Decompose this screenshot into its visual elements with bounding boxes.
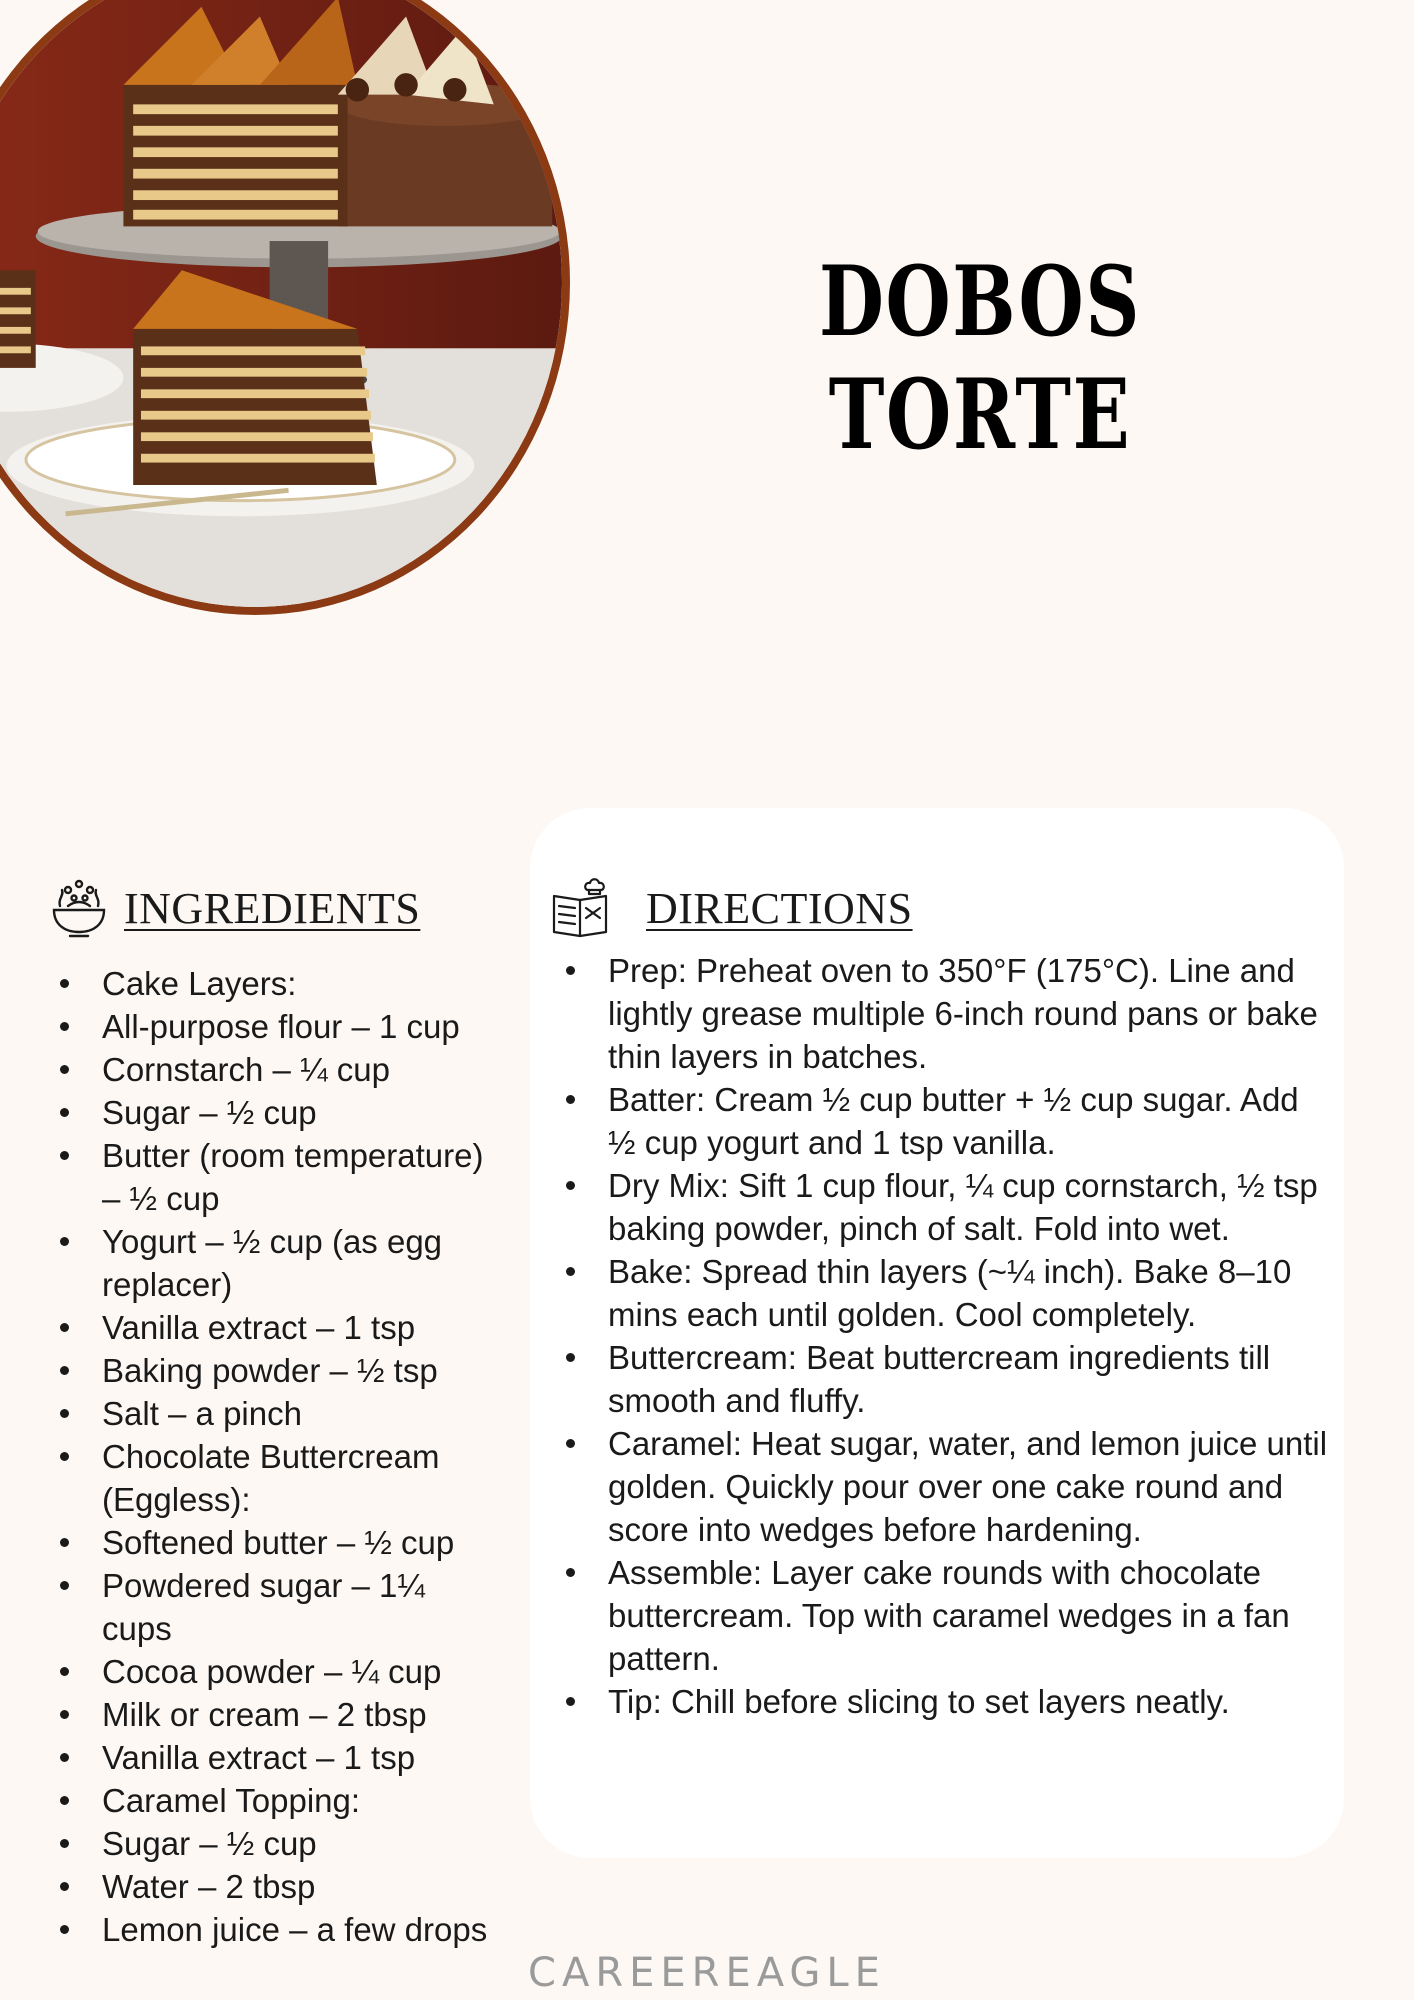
list-item: Assemble: Layer cake rounds with chocolate buttercream. Top with caramel wedges in a fan pattern. [608,1551,1328,1680]
list-item: Milk or cream – 2 tbsp [102,1693,502,1736]
list-item: Butter (room temperature) – ½ cup [102,1134,502,1220]
list-item: Sugar – ½ cup [102,1091,502,1134]
list-item: Cocoa powder – ¼ cup [102,1650,502,1693]
list-item: Powdered sugar – 1¼ cups [102,1564,502,1650]
directions-list [608,949,1328,1723]
list-item: Softened butter – ½ cup [102,1521,502,1564]
list-item: Water – 2 tbsp [102,1865,502,1908]
list-item: Bake: Spread thin layers (~¼ inch). Bake 8–10 mins each until golden. Cool completely. [608,1250,1328,1336]
list-item: Cake Layers: [102,962,502,1005]
cake-photo [0,0,570,615]
list-item: Dry Mix: Sift 1 cup flour, ¼ cup cornstarch, ½ tsp baking powder, pinch of salt. Fold into wet. [608,1164,1328,1250]
dobos-torte-illustration [0,0,562,607]
directions-heading: DIRECTIONS [646,883,913,933]
list-item: Prep: Preheat oven to 350°F (175°C). Line and lightly grease multiple 6-inch round pans or bake thin layers in batches. [608,949,1328,1078]
list-item: Yogurt – ½ cup (as egg replacer) [102,1220,502,1306]
list-item: Tip: Chill before slicing to set layers neatly. [608,1680,1328,1723]
list-item: Lemon juice – a few drops [102,1908,502,1951]
recipe-title: DOBOS TORTE [819,245,1141,471]
list-item: Caramel: Heat sugar, water, and lemon juice until golden. Quickly pour over one cake round and score into wedges before hardening. [608,1422,1328,1551]
list-item: Chocolate Buttercream (Eggless): [102,1435,502,1521]
mixing-bowl-icon [48,876,110,940]
list-item: All-purpose flour – 1 cup [102,1005,502,1048]
list-item: Caramel Topping: [102,1779,502,1822]
list-item: Vanilla extract – 1 tsp [102,1306,502,1349]
brand-logo: CAREEREAGLE [528,1950,886,1996]
ingredients-list [102,962,502,1951]
list-item: Cornstarch – ¼ cup [102,1048,502,1091]
list-item: Baking powder – ½ tsp [102,1349,502,1392]
list-item: Buttercream: Beat buttercream ingredients till smooth and fluffy. [608,1336,1328,1422]
ingredients-header [48,876,420,940]
list-item: Sugar – ½ cup [102,1822,502,1865]
list-item: Salt – a pinch [102,1392,502,1435]
list-item: Vanilla extract – 1 tsp [102,1736,502,1779]
list-item: Batter: Cream ½ cup butter + ½ cup sugar. Add ½ cup yogurt and 1 tsp vanilla. [608,1078,1328,1164]
directions-header [550,876,913,940]
ingredients-heading: INGREDIENTS [124,883,421,933]
recipe-book-icon [550,876,612,940]
